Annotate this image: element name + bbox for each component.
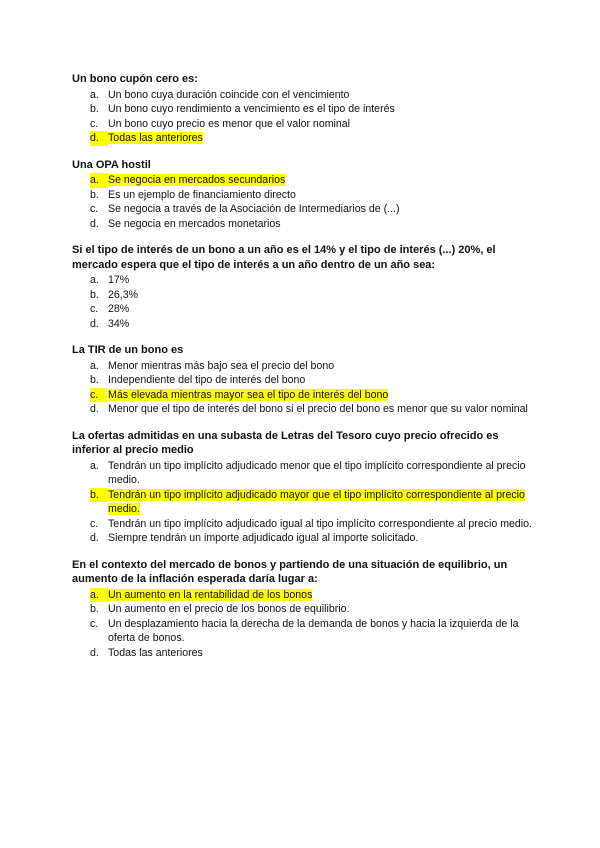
answer-option — [72, 459, 532, 488]
option-text: Todas las anteriores — [108, 646, 203, 659]
answer-list — [72, 588, 532, 661]
option-text: Un aumento en el precio de los bonos de equilibrio. — [108, 603, 350, 615]
answer-option — [72, 88, 532, 103]
option-letter: c. — [90, 617, 99, 630]
question-title: La TIR de un bono es — [72, 344, 184, 356]
option-letter: c. — [90, 117, 99, 130]
question-title: Un bono cupón cero es: — [72, 73, 198, 85]
option-text: Un bono cuya duración coincide con el vencimiento — [108, 88, 350, 101]
option-text: 17% — [108, 274, 130, 286]
option-letter: d. — [90, 217, 99, 230]
answer-option — [72, 646, 532, 661]
answer-list — [72, 273, 532, 331]
option-letter: b. — [90, 488, 108, 503]
highlighted-answer-text: Se negocia en mercados secundarios — [108, 174, 286, 186]
answer-option — [72, 217, 532, 232]
answer-list — [72, 359, 532, 417]
answer-option — [72, 131, 532, 146]
quiz-content — [72, 72, 532, 672]
answer-option — [72, 388, 532, 403]
option-text: Tendrán un tipo implícito adjudicado igual al tipo implícito correspondiente al precio medio. — [108, 517, 532, 530]
option-letter: c. — [90, 203, 99, 215]
answer-option — [72, 173, 532, 188]
option-letter: d. — [90, 403, 99, 415]
option-text: Se negocia a través de la Asociación de Intermediarios de (...) — [108, 203, 400, 215]
answer-option — [72, 202, 532, 217]
answer-option — [72, 488, 532, 517]
option-letter: b. — [90, 188, 99, 201]
answer-list — [72, 173, 532, 231]
option-text: Se negocia en mercados monetarios — [108, 217, 281, 230]
option-letter: b. — [90, 103, 99, 115]
question-block — [72, 558, 532, 661]
option-letter: c. — [90, 388, 107, 403]
highlighted-answer-text: Un aumento en la rentabilidad de los bonos — [108, 588, 313, 601]
question-block — [72, 158, 532, 232]
highlighted-answer-text: Todas las anteriores — [108, 132, 203, 144]
option-text: Siempre tendrán un importe adjudicado igual al importe solicitado. — [108, 532, 419, 544]
question-block — [72, 343, 532, 417]
option-text: Tendrán un tipo implícito adjudicado menor que el tipo implícito correspondiente al precio medio. — [108, 459, 526, 486]
option-letter: b. — [90, 288, 99, 301]
highlighted-answer-text: Más elevada mientras mayor sea el tipo de interés del bono — [108, 388, 389, 401]
option-text: Menor mientras más bajo sea el precio del bono — [108, 359, 335, 372]
option-letter: a. — [90, 173, 108, 188]
answer-option — [72, 617, 532, 646]
question-title: Una OPA hostil — [72, 158, 151, 171]
question-block — [72, 429, 532, 546]
option-text: 28% — [108, 303, 130, 315]
option-text: Un bono cuyo precio es menor que el valor nominal — [108, 117, 351, 130]
option-letter: b. — [90, 603, 99, 615]
answer-option — [72, 117, 532, 132]
option-letter: a. — [90, 88, 99, 101]
answer-option — [72, 273, 532, 288]
option-letter: b. — [90, 374, 99, 386]
option-letter: c. — [90, 517, 99, 530]
option-text: 34% — [108, 317, 130, 330]
option-letter: a. — [90, 359, 99, 372]
answer-option — [72, 288, 532, 303]
answer-option — [72, 317, 532, 332]
answer-list — [72, 459, 532, 546]
question-title: La ofertas admitidas en una subasta de Letras del Tesoro cuyo precio ofrecido es inferior al precio medio — [72, 429, 499, 456]
question-title: Si el tipo de interés de un bono a un año es el 14% y el tipo de interés (...) 20%, el mercado espera que el tipo de interés a un año dentro de un año sea: — [72, 244, 496, 271]
option-text: Un bono cuyo rendimiento a vencimiento es el tipo de interés — [108, 103, 395, 115]
highlighted-answer-text: Tendrán un tipo implícito adjudicado mayor que el tipo implícito correspondiente al precio medio. — [108, 488, 525, 515]
option-text: Independiente del tipo de interés del bono — [108, 374, 306, 386]
option-letter: c. — [90, 303, 99, 315]
option-text: 26,3% — [108, 288, 139, 301]
answer-option — [72, 188, 532, 203]
answer-option — [72, 402, 532, 417]
answer-option — [72, 373, 532, 388]
option-letter: a. — [90, 588, 108, 603]
option-text: Un desplazamiento hacia la derecha de la demanda de bonos y hacia la izquierda de la oferta de bonos. — [108, 617, 519, 644]
answer-option — [72, 302, 532, 317]
answer-option — [72, 359, 532, 374]
option-letter: d. — [90, 317, 99, 330]
option-letter: d. — [90, 646, 99, 659]
answer-option — [72, 102, 532, 117]
option-text: Es un ejemplo de financiamiento directo — [108, 188, 296, 201]
option-letter: d. — [90, 532, 99, 544]
option-letter: a. — [90, 274, 99, 286]
option-letter: a. — [90, 459, 99, 472]
answer-option — [72, 517, 532, 532]
question-block — [72, 72, 532, 146]
answer-option — [72, 531, 532, 546]
question-block — [72, 243, 532, 331]
answer-list — [72, 88, 532, 146]
question-title: En el contexto del mercado de bonos y partiendo de una situación de equilibrio, un aumento de la inflación esperada daría lugar a: — [72, 558, 508, 585]
option-letter: d. — [90, 131, 108, 146]
answer-option — [72, 588, 532, 603]
option-text: Menor que el tipo de interés del bono si el precio del bono es menor que su valor nominal — [108, 403, 528, 415]
answer-option — [72, 602, 532, 617]
